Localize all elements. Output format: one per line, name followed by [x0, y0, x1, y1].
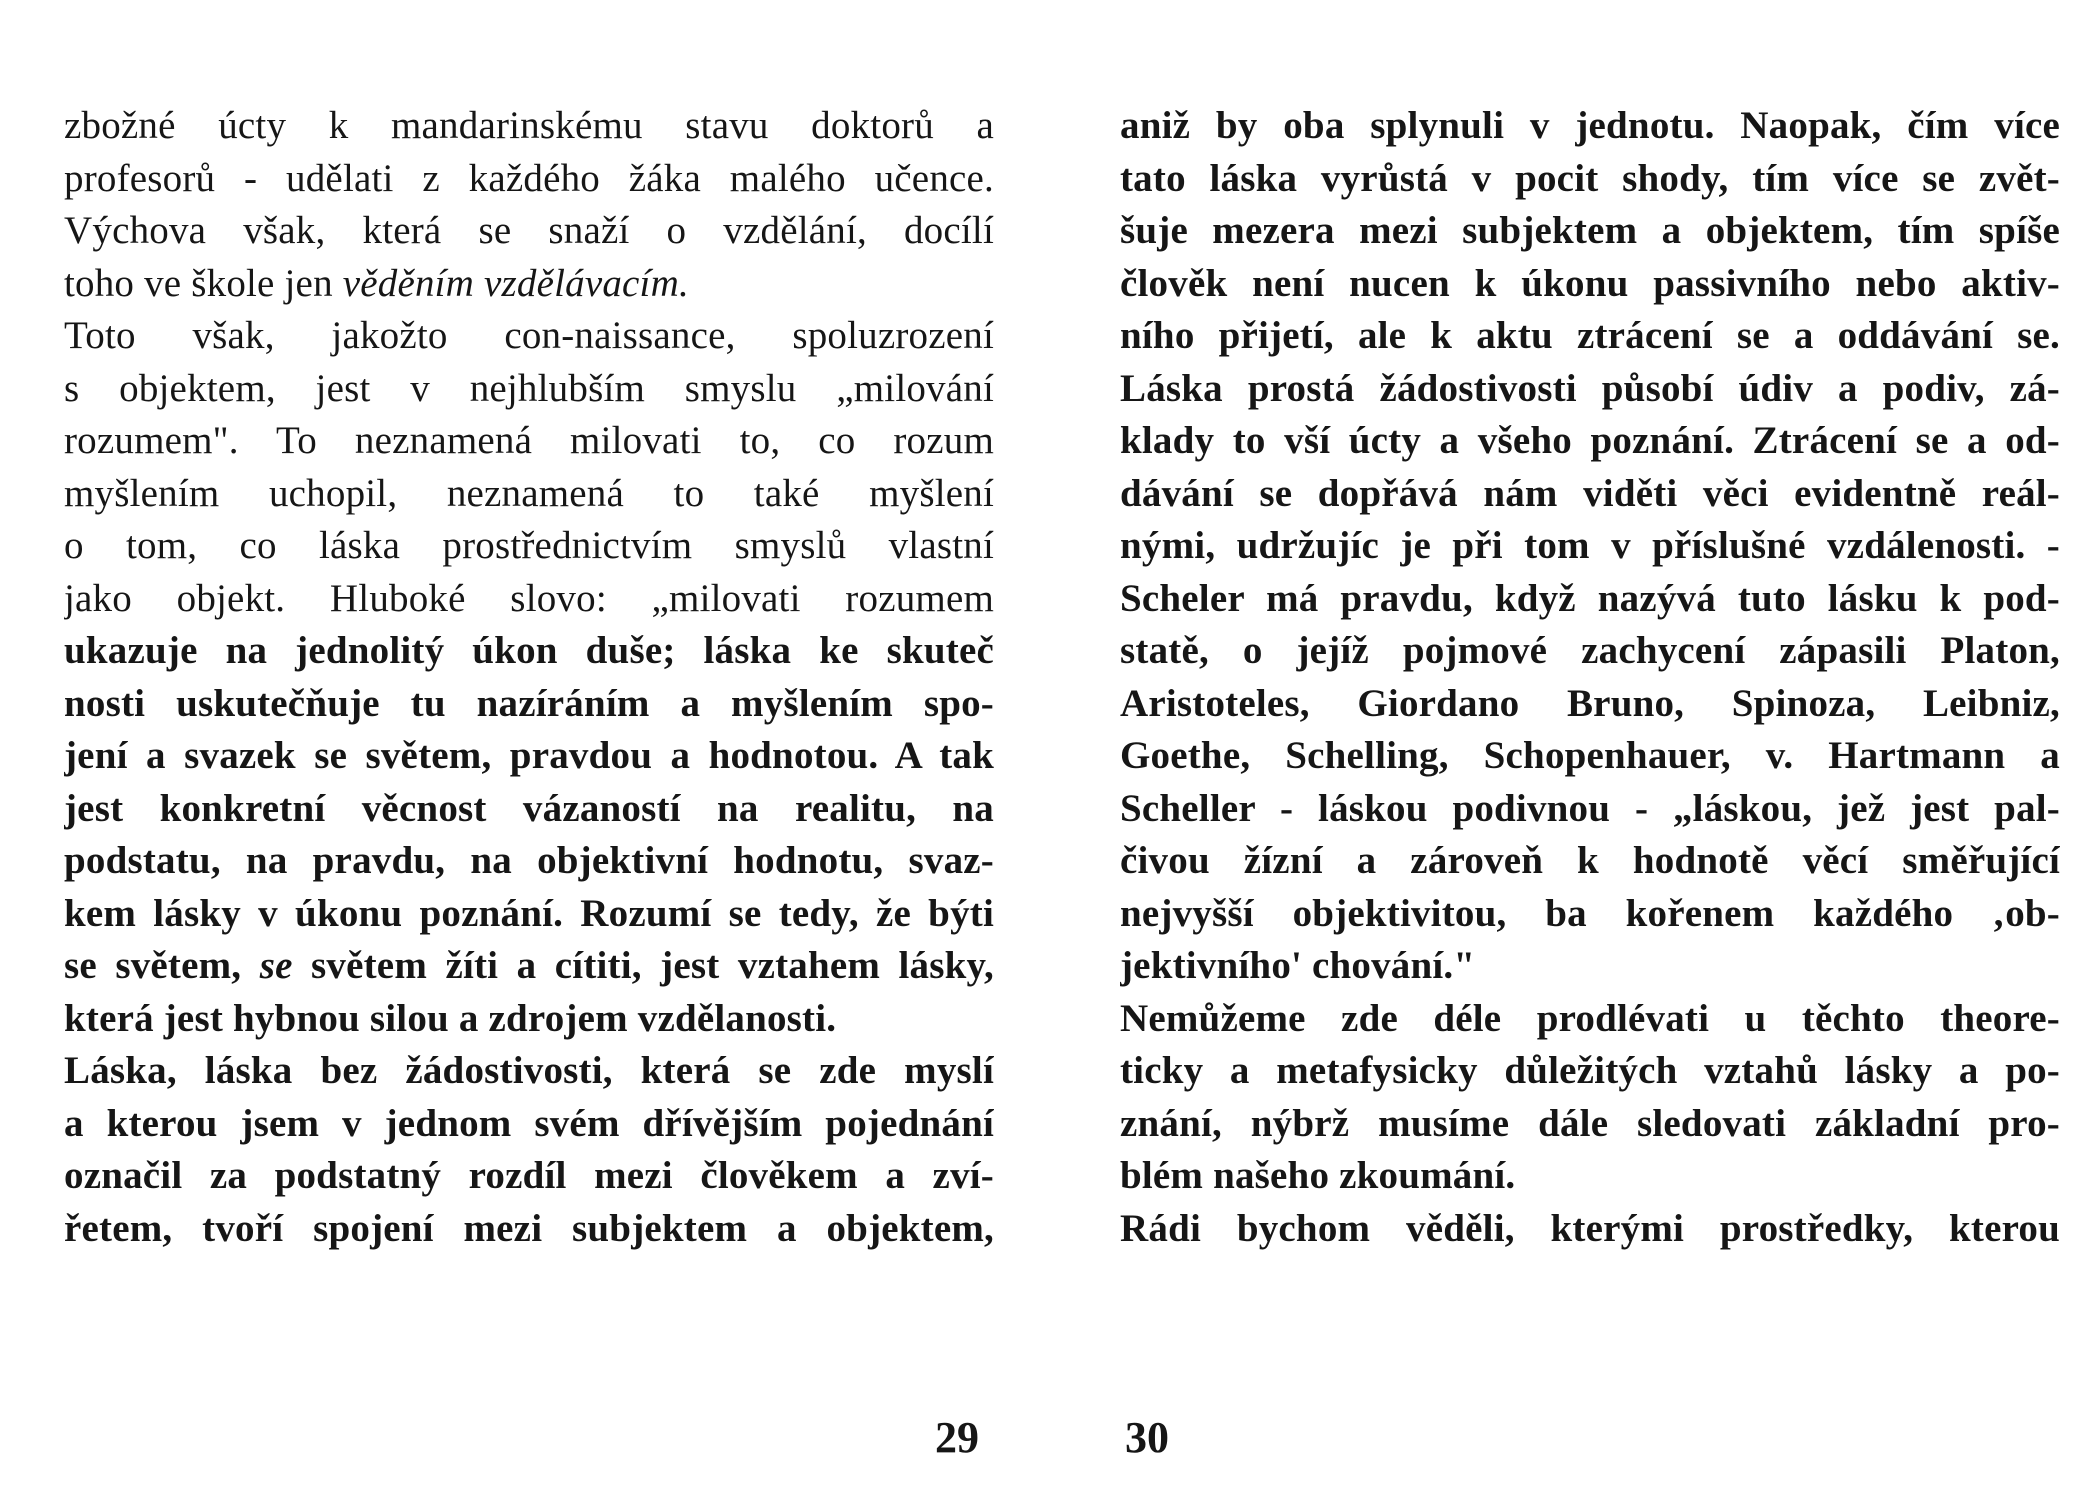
left-page [64, 100, 994, 1255]
text-line: Láska prostá žádostivosti působí údiv a podiv, zá- [1120, 366, 2060, 410]
text-line: znání, nýbrž musíme dále sledovati základní pro- [1120, 1101, 2060, 1145]
text-line: blém našeho zkoumání. [1120, 1154, 1516, 1197]
text-line: Aristoteles, Giordano Bruno, Spinoza, Leibniz, [1120, 681, 2060, 725]
left-page-text [64, 100, 994, 1255]
text-line: ticky a metafysicky důležitých vztahů lásky a po- [1120, 1049, 2060, 1092]
text-line: jektivního' chování." [1120, 944, 1476, 987]
text-line: nosti uskutečňuje tu nazíráním a myšlením spo- [64, 681, 994, 725]
page-number-right: 30 [1125, 1413, 1169, 1462]
text-line: s objektem, jest v nejhlubším smyslu „milování [64, 366, 994, 410]
text-line: čivou žízní a zároveň k hodnotě věcí směřující [1120, 839, 2060, 882]
text-line: nejvyšší objektivitou, ba kořenem každého ‚ob- [1120, 891, 2060, 935]
text-segment: světem žíti a cítiti, jest vztahem lásky, [292, 944, 994, 987]
text-line: aniž by oba splynuli v jednotu. Naopak, čím více [1120, 104, 2060, 147]
text-line: ního přijetí, ale k aktu ztrácení se a oddávání se. [1120, 314, 2060, 357]
text-line: Goethe, Schelling, Schopenhauer, v. Hartmann a [1120, 734, 2060, 777]
text-line: profesorů - udělati z každého žáka malého učence. [64, 156, 994, 200]
text-line: označil za podstatný rozdíl mezi člověkem a zví- [64, 1154, 994, 1197]
text-line: kem lásky v úkonu poznání. Rozumí se tedy, že býti [64, 891, 994, 935]
text-line: která jest hybnou silou a zdrojem vzdělanosti. [64, 996, 837, 1040]
text-line: myšlením uchopil, neznamená to také myšlení [64, 471, 994, 515]
text-line: klady to vší úcty a všeho poznání. Ztrácení se a od- [1120, 419, 2060, 462]
text-line: zbožné úcty k mandarinskému stavu doktorů a [64, 104, 994, 147]
text-line: podstatu, na pravdu, na objektivní hodnotu, svaz- [64, 839, 994, 882]
text-segment: toho ve škole jen [64, 261, 343, 305]
text-line: Scheler má pravdu, když nazývá tuto lásku k pod- [1120, 576, 2060, 620]
right-page-text [1120, 100, 2060, 1255]
text-line: rozumem". To neznamená milovati to, co rozum [64, 419, 994, 462]
text-line: nými, udržujíc je při tom v příslušné vzdálenosti. - [1120, 524, 2060, 567]
text-line [64, 258, 994, 311]
text-line: šuje mezera mezi subjektem a objektem, tím spíše [1120, 209, 2060, 252]
text-line: statě, o jejíž pojmové zachycení zápasili Platon, [1120, 629, 2060, 672]
text-line: a kterou jsem v jednom svém dřívějším pojednání [64, 1101, 994, 1145]
text-line: jest konkretní věcnost vázaností na realitu, na [64, 786, 994, 830]
italic-phrase: se [259, 944, 293, 987]
text-line: Výchova však, která se snaží o vzdělání, docílí [64, 209, 994, 252]
italic-phrase: věděním vzdělávacím. [342, 261, 689, 305]
right-page [1120, 100, 2060, 1255]
page-number-left: 29 [935, 1413, 979, 1462]
text-line: Nemůžeme zde déle prodlévati u těchto theore- [1120, 996, 2060, 1040]
text-segment: se světem, [64, 944, 260, 987]
text-line: Láska, láska bez žádostivosti, která se zde myslí [64, 1049, 994, 1092]
text-line: jako objekt. Hluboké slovo: „milovati rozumem [64, 576, 994, 620]
text-line: ukazuje na jednolitý úkon duše; láska ke skuteč [64, 629, 994, 672]
text-line: jení a svazek se světem, pravdou a hodnotou. A tak [64, 734, 994, 777]
text-line: Toto však, jakožto con-naissance, spoluzrození [64, 314, 994, 357]
text-line: tato láska vyrůstá v pocit shody, tím více se zvět- [1120, 156, 2060, 200]
text-line [64, 940, 994, 993]
text-line: člověk není nucen k úkonu passivního nebo aktiv- [1120, 261, 2060, 305]
text-line: Rádi bychom věděli, kterými prostředky, kterou [1120, 1206, 2060, 1250]
text-line: řetem, tvoří spojení mezi subjektem a objektem, [64, 1206, 994, 1250]
text-line: dávání se dopřává nám viděti věci evidentně reál- [1120, 471, 2060, 515]
text-line: o tom, co láska prostřednictvím smyslů vlastní [64, 524, 994, 567]
text-line: Scheller - láskou podivnou - „láskou, jež jest pal- [1120, 786, 2060, 830]
